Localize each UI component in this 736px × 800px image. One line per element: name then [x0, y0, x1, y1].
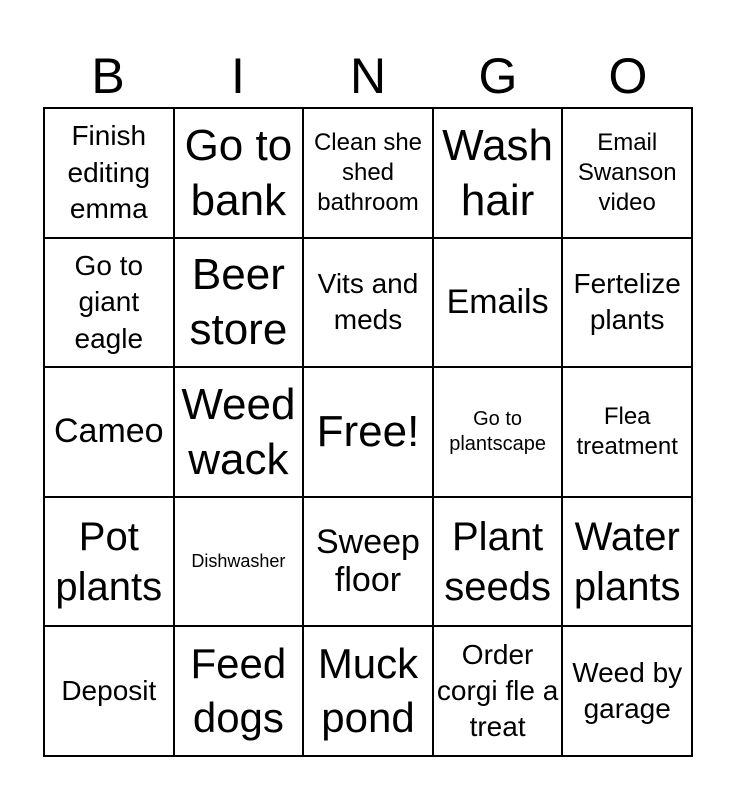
header-letter-g: G	[478, 48, 518, 104]
bingo-cell[interactable]: Flea treatment	[562, 367, 692, 497]
bingo-cell[interactable]: Vits and meds	[303, 238, 433, 368]
bingo-cell[interactable]: Finish editing emma	[44, 108, 174, 238]
free-space[interactable]: Free!	[303, 367, 433, 497]
bingo-cell[interactable]: Clean she shed bathroom	[303, 108, 433, 238]
header-letter-i: I	[231, 48, 245, 104]
bingo-header	[43, 44, 693, 108]
bingo-cell[interactable]: Go to plantscape	[433, 367, 563, 497]
header-letter-b: B	[91, 48, 125, 104]
bingo-cell[interactable]: Weed wack	[174, 367, 304, 497]
bingo-cell[interactable]: Weed by garage	[562, 626, 692, 756]
bingo-cell[interactable]: Plant seeds	[433, 497, 563, 627]
bingo-cell[interactable]: Beer store	[174, 238, 304, 368]
bingo-cell[interactable]: Go to bank	[174, 108, 304, 238]
bingo-cell[interactable]: Emails	[433, 238, 563, 368]
bingo-cell[interactable]: Cameo	[44, 367, 174, 497]
bingo-cell[interactable]: Dishwasher	[174, 497, 304, 627]
bingo-cell[interactable]: Muck pond	[303, 626, 433, 756]
bingo-cell[interactable]: Feed dogs	[174, 626, 304, 756]
header-letter-o: O	[608, 48, 648, 104]
bingo-cell[interactable]: Sweep floor	[303, 497, 433, 627]
bingo-cell[interactable]: Water plants	[562, 497, 692, 627]
bingo-cell[interactable]: Pot plants	[44, 497, 174, 627]
bingo-cell[interactable]: Order corgi fle a treat	[433, 626, 563, 756]
bingo-cell[interactable]: Wash hair	[433, 108, 563, 238]
header-letter-n: N	[349, 48, 387, 104]
bingo-board	[43, 107, 693, 757]
bingo-cell[interactable]: Go to giant eagle	[44, 238, 174, 368]
bingo-cell[interactable]: Fertelize plants	[562, 238, 692, 368]
bingo-cell[interactable]: Deposit	[44, 626, 174, 756]
bingo-cell[interactable]: Email Swanson video	[562, 108, 692, 238]
